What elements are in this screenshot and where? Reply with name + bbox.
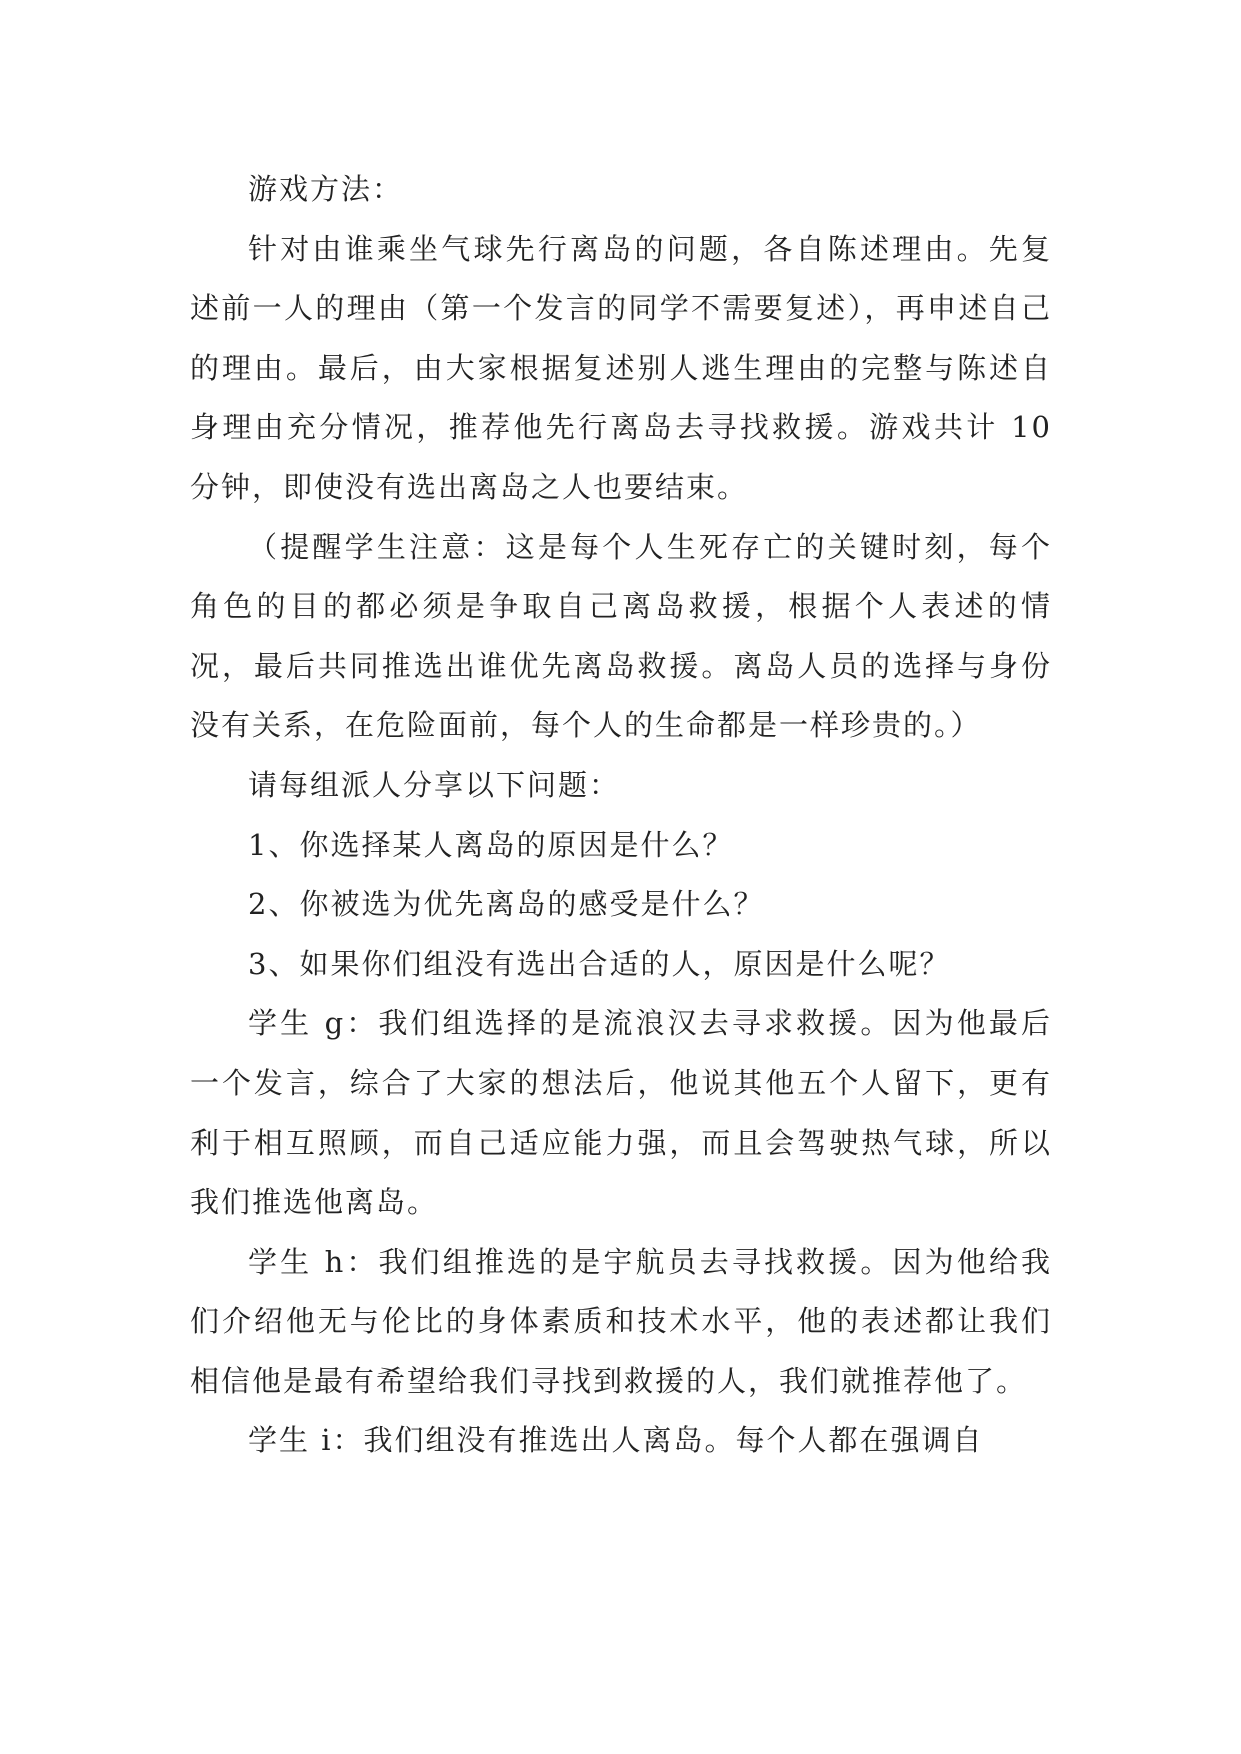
paragraph-question-2: 2、你被选为优先离岛的感受是什么？ — [248, 887, 765, 922]
paragraph-reminder: （提醒学生注意：这是每个人生死存亡的关键时刻，每个角色的目的都必须是争取自己离岛救援，根据个人表述的情况，最后共同推选出谁优先离岛救援。离岛人员的选择与身份没有关系，在危险面前，每个人的生命都是一样珍贵的。） — [190, 529, 1052, 743]
paragraph-student-g: 学生 g：我们组选择的是流浪汉去寻求救援。因为他最后一个发言，综合了大家的想法后，他说其他五个人留下，更有利于相互照顾，而自己适应能力强，而且会驾驶热气球，所以我们推选他离岛。 — [190, 1006, 1052, 1220]
paragraph-student-i: 学生 i：我们组没有推选出人离岛。每个人都在强调自 — [248, 1423, 984, 1458]
paragraph-student-h: 学生 h：我们组推选的是宇航员去寻找救援。因为他给我们介绍他无与伦比的身体素质和技术水平，他的表述都让我们相信他是最有希望给我们寻找到救援的人，我们就推荐他了。 — [190, 1244, 1052, 1398]
paragraph-question-1: 1、你选择某人离岛的原因是什么？ — [248, 827, 734, 862]
paragraph-game-rules: 针对由谁乘坐气球先行离岛的问题，各自陈述理由。先复述前一人的理由（第一个发言的同学不需要复述），再申述自己的理由。最后，由大家根据复述别人逃生理由的完整与陈述自身理由充分情况，推荐他先行离岛去寻找救援。游戏共计 10 分钟，即使没有选出离岛之人也要结束。 — [190, 231, 1052, 504]
document-body — [190, 160, 1052, 1471]
paragraph-game-method-heading: 游戏方法： — [248, 172, 404, 206]
paragraph-question-3: 3、如果你们组没有选出合适的人，原因是什么呢？ — [248, 946, 951, 981]
paragraph-share-prompt: 请每组派人分享以下问题： — [248, 767, 621, 802]
